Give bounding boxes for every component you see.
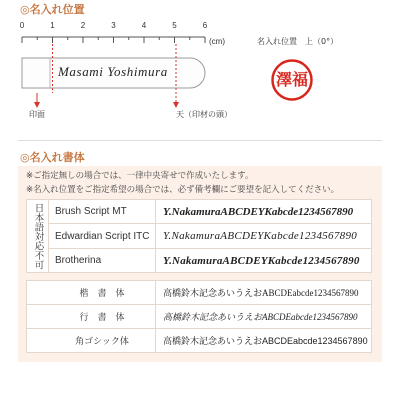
ruler-number: 5 (172, 21, 177, 30)
font-sample: Y.NakamuraABCDEYKabcde1234567890 (156, 200, 372, 224)
engraved-name-preview: Masami Yoshimura (58, 64, 168, 79)
font-name: 角ゴシック体 (27, 329, 156, 353)
seal-top-label: 天（印材の頭） (176, 110, 232, 119)
font-name: Edwardian Script ITC (49, 224, 156, 249)
ruler-number: 3 (111, 21, 116, 30)
position-section-title: ◎名入れ位置 (20, 3, 85, 16)
font-sample: 高橋鈴木記念あいうえおABCDEabcde1234567890 (156, 305, 372, 329)
ruler-unit: (cm) (209, 37, 225, 46)
japanese-unsupported-cell (27, 200, 49, 273)
engraving-position-label: 名入れ位置 上（0°） (257, 37, 339, 46)
japanese-unsupported-label: 日本語対応不可 (32, 202, 44, 270)
font-sample: 高橋鈴木記念あいうえおABCDEabcde1234567890 (156, 281, 372, 305)
seal-face-arrow-icon (34, 102, 40, 108)
ruler-number: 4 (141, 21, 147, 30)
seal-face-label: 印面 (29, 110, 45, 119)
font-name: Brotherina (49, 249, 156, 273)
latin-font-table (26, 199, 372, 273)
font-section-title: ◎名入れ書体 (20, 151, 85, 164)
seal-char: 澤 (276, 70, 293, 89)
seal-stamp-text (272, 60, 312, 100)
japanese-font-table (26, 280, 372, 353)
note-position-request: ※名入れ位置をご指定希望の場合では、必ず備考欄にご要望を記入してください。 (26, 185, 340, 195)
ruler-number: 2 (80, 21, 86, 30)
seal-top-arrow-icon (173, 102, 179, 108)
font-name: Brush Script MT (49, 200, 156, 224)
font-sample: Y.NakamuraABCDEYKabcde1234567890 (156, 224, 372, 249)
font-sample: Y.NakamuraABCDEYKabcde1234567890 (156, 249, 372, 273)
font-name: 行 書 体 (27, 305, 156, 329)
ruler-number: 6 (202, 21, 208, 30)
font-name: 楷 書 体 (27, 281, 156, 305)
note-default-centered: ※ご指定無しの場合では、一律中央寄せで作成いたします。 (26, 171, 254, 181)
ruler-number: 1 (50, 21, 55, 30)
ruler-number: 0 (19, 21, 25, 30)
font-sample: 高橋鈴木記念あいうえおABCDEabcde1234567890 (156, 329, 372, 353)
seal-char: 福 (292, 70, 309, 89)
section-divider (18, 140, 382, 141)
